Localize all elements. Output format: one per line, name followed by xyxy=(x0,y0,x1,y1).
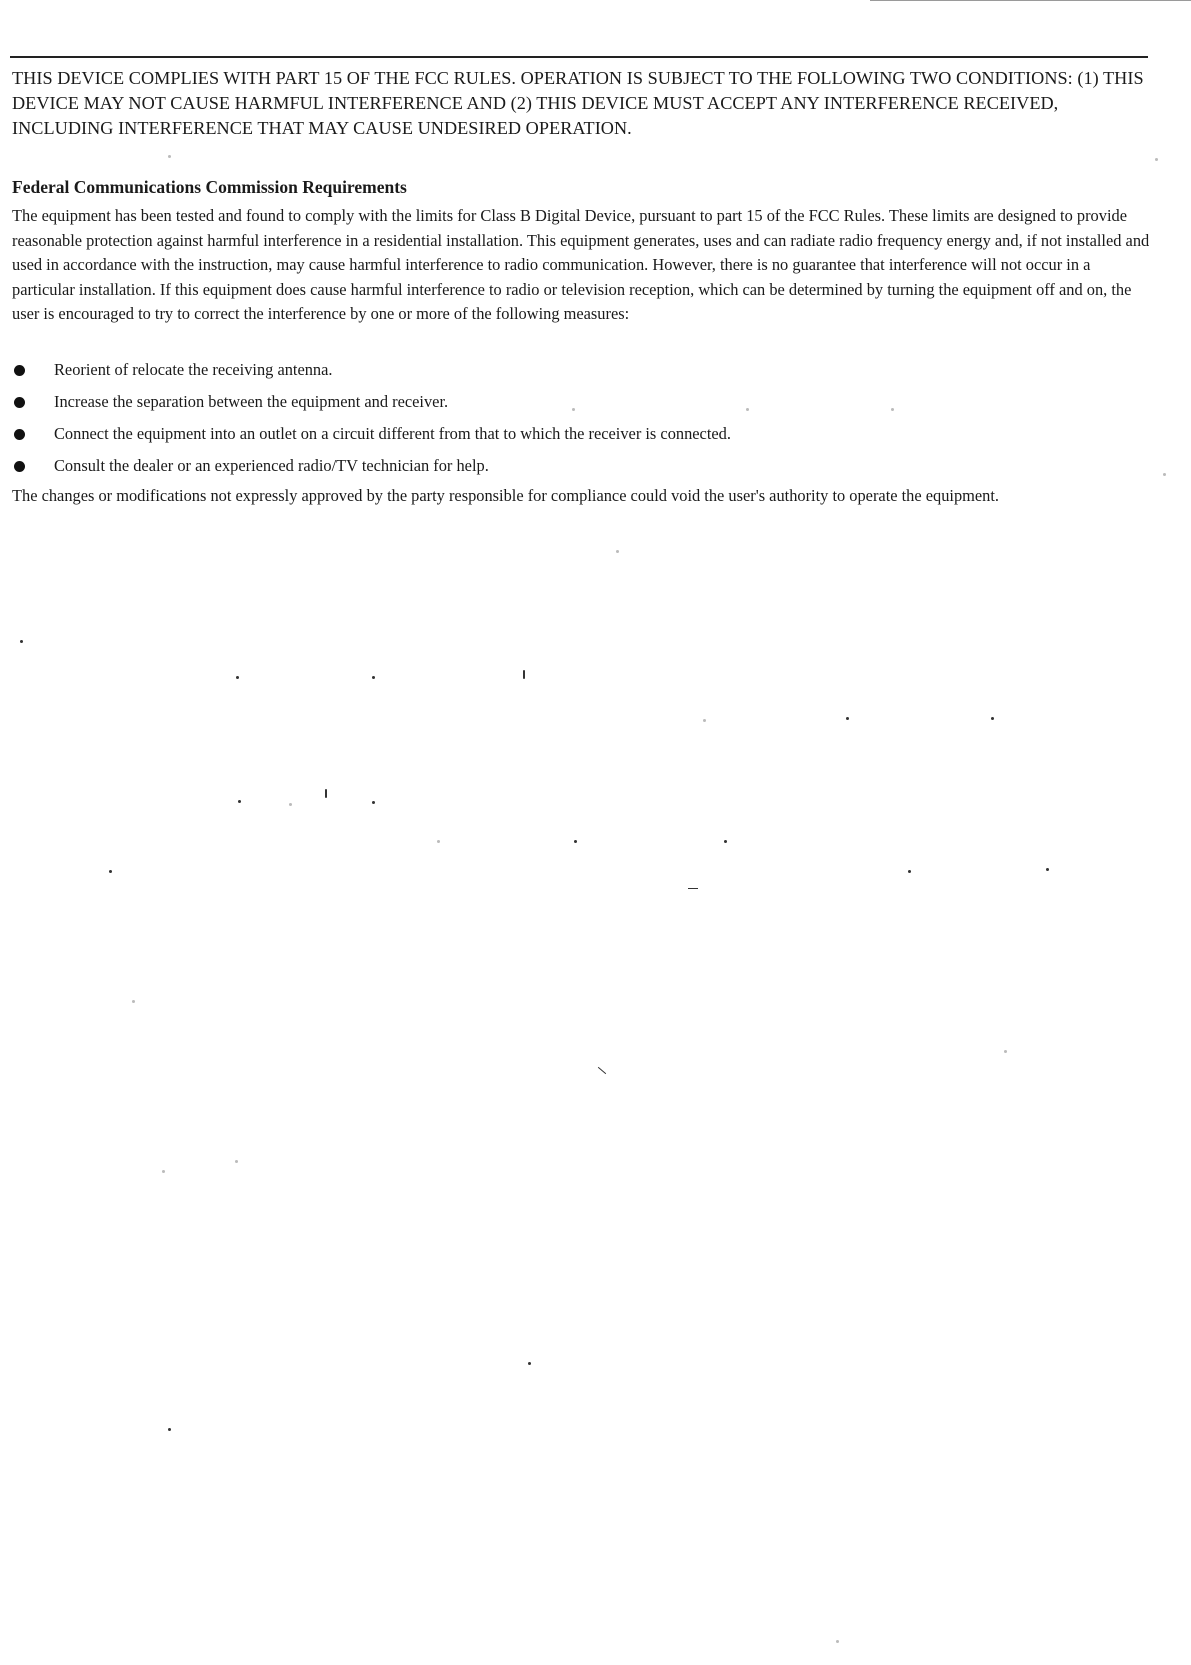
speck xyxy=(236,676,239,679)
speck xyxy=(836,1640,839,1643)
speck xyxy=(616,550,619,553)
speck xyxy=(168,155,171,158)
measure-text: Consult the dealer or an experienced radio/TV technician for help. xyxy=(54,456,489,475)
speck xyxy=(372,801,375,804)
speck xyxy=(20,640,23,643)
speck xyxy=(1004,1050,1007,1053)
speck xyxy=(289,803,292,806)
speck xyxy=(598,1067,606,1074)
speck xyxy=(325,789,327,798)
speck xyxy=(372,676,375,679)
list-item xyxy=(12,454,1152,486)
measures-list xyxy=(12,358,1152,486)
speck xyxy=(238,800,241,803)
speck xyxy=(1155,158,1158,161)
measure-text: Reorient of relocate the receiving antenna. xyxy=(54,360,333,379)
fcc-requirements-paragraph: The equipment has been tested and found to comply with the limits for Class B Digital Device, pursuant to part 15 of the FCC Rules. These limits are designed to provide reasonable protection against harmful interference in a residential installation. This equipment generates, uses and can radiate radio frequency energy and, if not installed and used in accordance with the instruction, may cause harmful interference to radio communication. However, there is no guarantee that interference will not occur in a particular installation. If this equipment does cause harmful interference to radio or television reception, which can be determined by turning the equipment off and on, the user is encouraged to try to correct the interference by one or more of the following measures: xyxy=(12,206,1150,323)
header-rule xyxy=(10,56,1148,58)
bullet-icon xyxy=(14,365,25,376)
speck xyxy=(437,840,440,843)
fcc-compliance-notice: THIS DEVICE COMPLIES WITH PART 15 OF THE FCC RULES. OPERATION IS SUBJECT TO THE FOLLOWING TWO CONDITIONS: (1) THIS DEVICE MAY NOT CAUSE HARMFUL INTERFERENCE AND (2) THIS DEVICE MUST ACCEPT ANY INTERFERENCE RECEIVED, INCLUDING INTERFERENCE THAT MAY CAUSE UNDESIRED OPERATION. xyxy=(12,68,1144,138)
speck xyxy=(746,408,749,411)
speck xyxy=(1046,868,1049,871)
bullet-icon xyxy=(14,429,25,440)
bullet-icon xyxy=(14,397,25,408)
speck xyxy=(891,408,894,411)
speck xyxy=(1163,473,1166,476)
speck xyxy=(908,870,911,873)
speck xyxy=(235,1160,238,1163)
speck xyxy=(132,1000,135,1003)
speck xyxy=(724,840,727,843)
speck xyxy=(162,1170,165,1173)
speck xyxy=(703,719,706,722)
speck xyxy=(991,717,994,720)
bullet-icon xyxy=(14,461,25,472)
list-item xyxy=(12,422,1152,454)
speck xyxy=(528,1362,531,1365)
modifications-warning: The changes or modifications not expressly approved by the party responsible for compliance could void the user's authority to operate the equipment. xyxy=(12,486,1000,505)
measure-text: Increase the separation between the equipment and receiver. xyxy=(54,392,449,411)
list-item xyxy=(12,390,1152,422)
speck xyxy=(688,888,698,889)
list-item xyxy=(12,358,1152,390)
speck xyxy=(109,870,112,873)
speck xyxy=(168,1428,171,1431)
section-heading: Federal Communications Commission Requirements xyxy=(12,177,407,197)
speck xyxy=(574,840,577,843)
speck xyxy=(572,408,575,411)
speck xyxy=(846,717,849,720)
top-edge-rule xyxy=(870,0,1191,1)
speck xyxy=(523,670,525,679)
measure-text: Connect the equipment into an outlet on a circuit different from that to which the receiver is connected. xyxy=(54,424,731,443)
